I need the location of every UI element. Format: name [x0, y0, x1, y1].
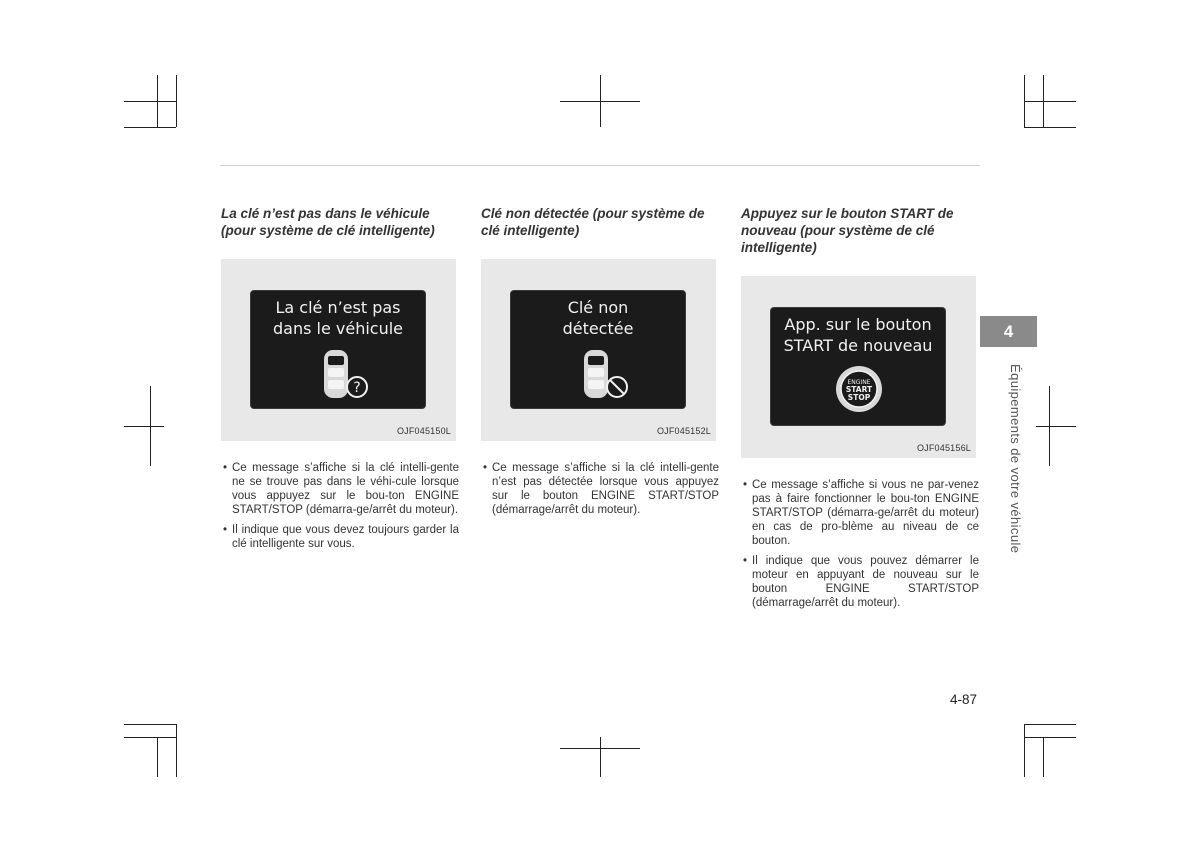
section-press-start-again — [741, 205, 979, 616]
section-key-not-detected — [481, 205, 719, 523]
svg-text:?: ? — [353, 380, 361, 396]
bullet-list — [481, 461, 719, 517]
figure-panel — [221, 259, 456, 441]
button-text-stop: STOP — [847, 393, 871, 402]
bullet-list — [221, 461, 459, 551]
cluster-display — [510, 290, 686, 409]
chapter-tab: 4 — [980, 316, 1037, 347]
cluster-display — [770, 307, 946, 426]
section-heading: Clé non détectée (pour système de clé intelligente) — [481, 206, 705, 238]
figure-panel — [741, 276, 976, 458]
page-number: 4-87 — [950, 692, 978, 707]
key-fob-question-icon — [321, 349, 371, 401]
button-text-start: START — [845, 385, 873, 394]
chapter-title: Équipements de votre véhicule — [1008, 364, 1023, 554]
list-item: • Il indique que vous devez toujours garder la clé intelligente sur vous. — [221, 523, 459, 551]
button-text-engine: ENGINE — [847, 379, 871, 386]
display-message: App. sur le bouton START de nouveau — [783, 315, 933, 355]
list-item: • Ce message s’affiche si vous ne par-venez pas à faire fonctionner le bou-ton ENGINE START/STOP (démarra-ge/arrêt du moteur) en cas de pro-blème au niveau de ce bouton. — [741, 478, 979, 548]
figure-code: OJF045152L — [656, 426, 711, 436]
section-heading: Appuyez sur le bouton START de nouveau (pour système de clé intelligente) — [741, 206, 954, 255]
display-message: La clé n’est pas dans le véhicule — [272, 298, 404, 338]
display-message: Clé non détectée — [562, 298, 634, 338]
header-rule — [220, 165, 980, 166]
key-fob-prohibited-icon — [581, 349, 631, 401]
list-item: • Il indique que vous pouvez démarrer le moteur en appuyant de nouveau sur le bouton ENGINE START/STOP (démarrage/arrêt du moteur). — [741, 554, 979, 610]
list-item: • Ce message s’affiche si la clé intelli-gente ne se trouve pas dans le véhi-cule lorsque vous appuyez sur le bou-ton ENGINE START/STOP (démarra-ge/arrêt du moteur). — [221, 461, 459, 517]
figure-code: OJF045156L — [916, 443, 971, 453]
list-item: • Ce message s’affiche si la clé intelli-gente n’est pas détectée lorsque vous appuyez sur le bouton ENGINE START/STOP (démarrage/arrêt du moteur). — [481, 461, 719, 517]
section-heading: La clé n’est pas dans le véhicule (pour système de clé intelligente) — [221, 206, 435, 238]
bullet-list — [741, 478, 979, 610]
section-key-not-in-vehicle — [221, 205, 459, 557]
figure-code: OJF045150L — [396, 426, 451, 436]
figure-panel — [481, 259, 716, 441]
engine-start-stop-button-icon — [834, 364, 884, 414]
cluster-display — [250, 290, 426, 409]
